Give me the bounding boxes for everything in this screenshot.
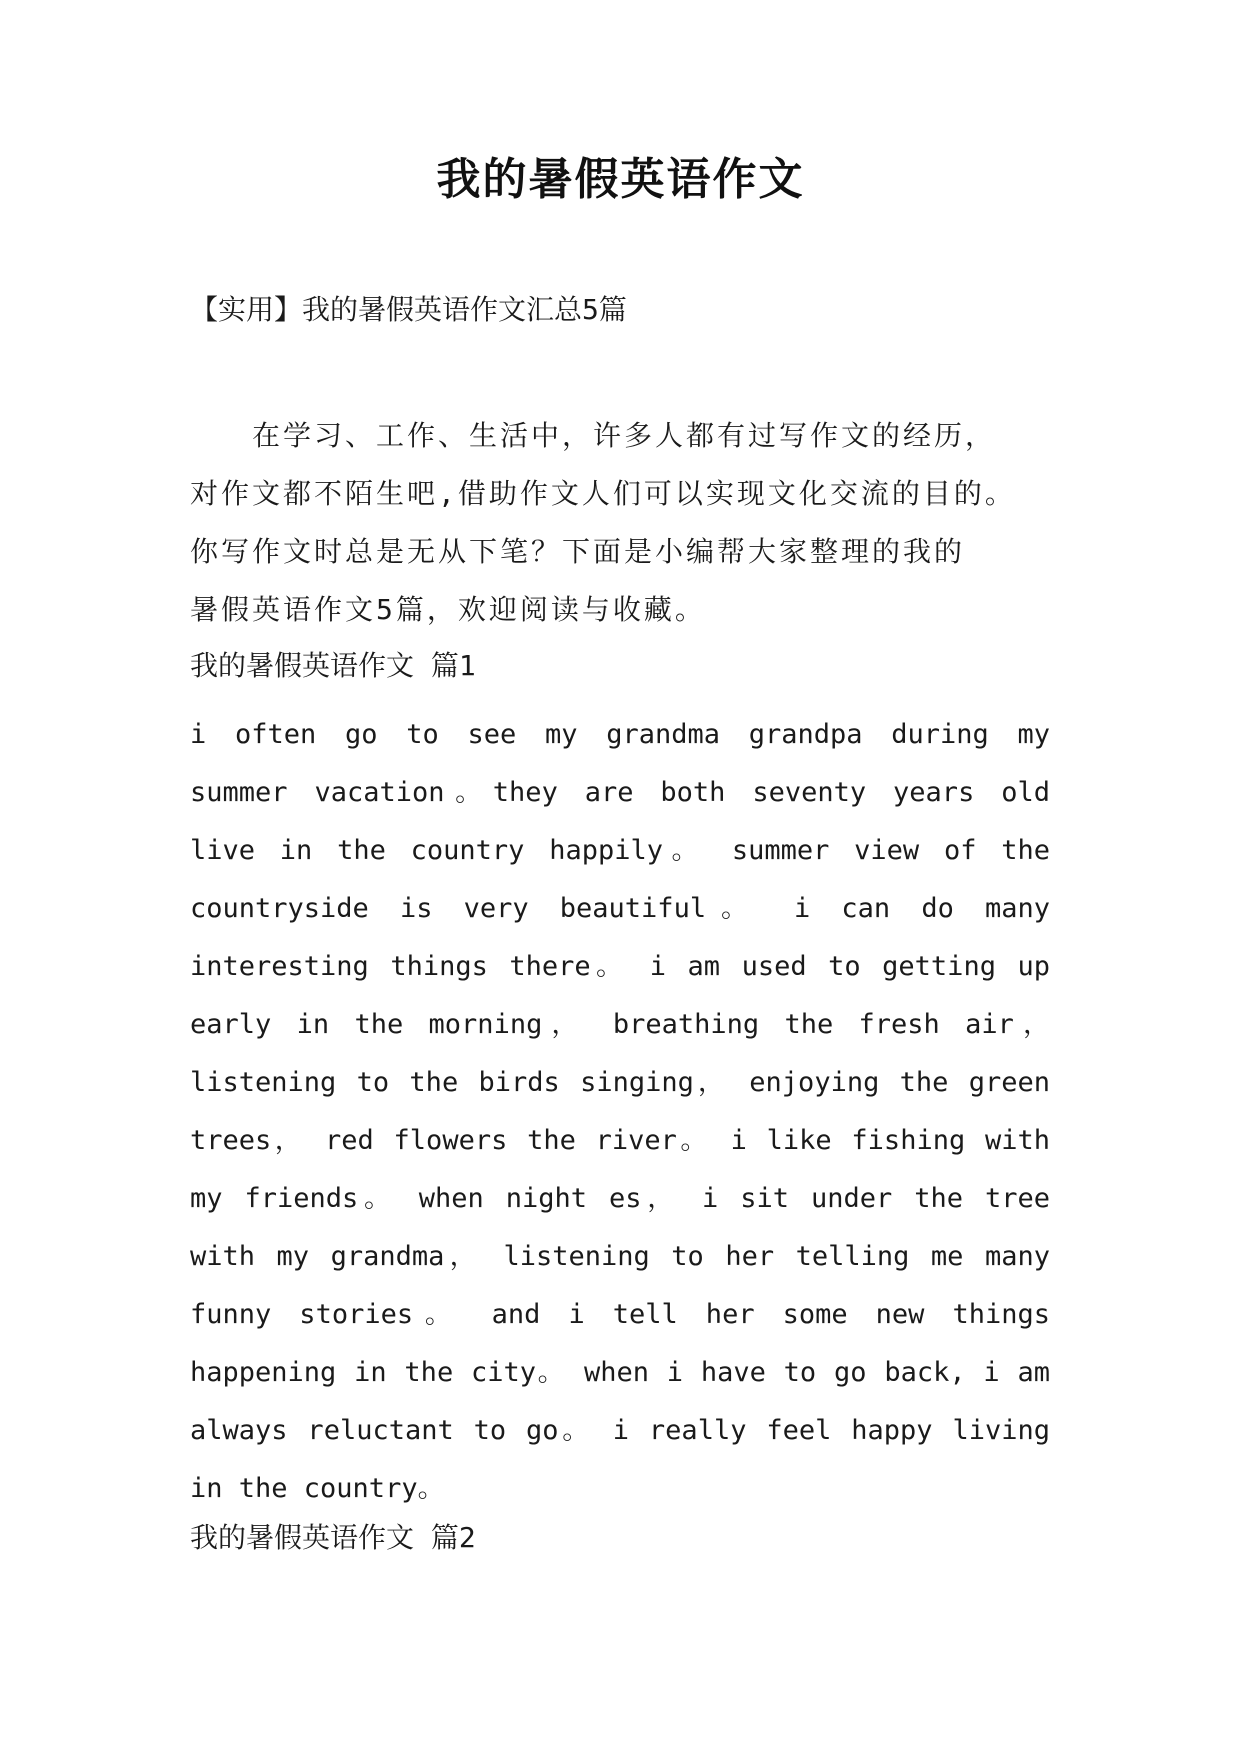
intro-paragraph [190, 407, 1070, 639]
essay-line: in the country。 [190, 1473, 445, 1504]
essay-line: happening in the city。 when i have to go back, i am [190, 1357, 1050, 1388]
intro-line: 你写作文时总是无从下笔？下面是小编帮大家整理的我的 [190, 535, 966, 568]
essay-line: listening to the birds singing， enjoying the green [190, 1067, 1050, 1098]
essay-line: trees， red flowers the river。 i like fishing with [190, 1125, 1050, 1156]
section-heading-1: 我的暑假英语作文 篇1 [190, 649, 476, 682]
intro-line: 对作文都不陌生吧,借助作文人们可以实现文化交流的目的。 [190, 477, 1016, 510]
essay-line: i often go to see my grandma grandpa during my [190, 719, 1050, 750]
essay-line: summer vacation。they are both seventy years old [190, 777, 1050, 808]
essay-line: my friends。 when night es， i sit under the tree [190, 1183, 1050, 1214]
essay-line: interesting things there。 i am used to getting up [190, 951, 1050, 982]
essay-line: early in the morning， breathing the fresh air， [190, 1009, 1050, 1040]
essay-line: always reluctant to go。 i really feel happy living [190, 1415, 1050, 1446]
essay-paragraph-1 [190, 706, 1050, 1518]
intro-line: 在学习、工作、生活中，许多人都有过写作文的经历， [190, 419, 997, 452]
section-heading-2: 我的暑假英语作文 篇2 [190, 1521, 476, 1554]
document-title: 我的暑假英语作文 [436, 154, 805, 205]
essay-line: with my grandma， listening to her telling me many [190, 1241, 1050, 1272]
essay-line: funny stories。 and i tell her some new things [190, 1299, 1050, 1330]
intro-line: 暑假英语作文5篇，欢迎阅读与收藏。 [190, 593, 706, 626]
essay-line: countryside is very beautiful。 i can do many [190, 893, 1050, 924]
essay-line: live in the country happily。 summer view of the [190, 835, 1050, 866]
document-subtitle: 【实用】我的暑假英语作文汇总5篇 [190, 293, 627, 326]
